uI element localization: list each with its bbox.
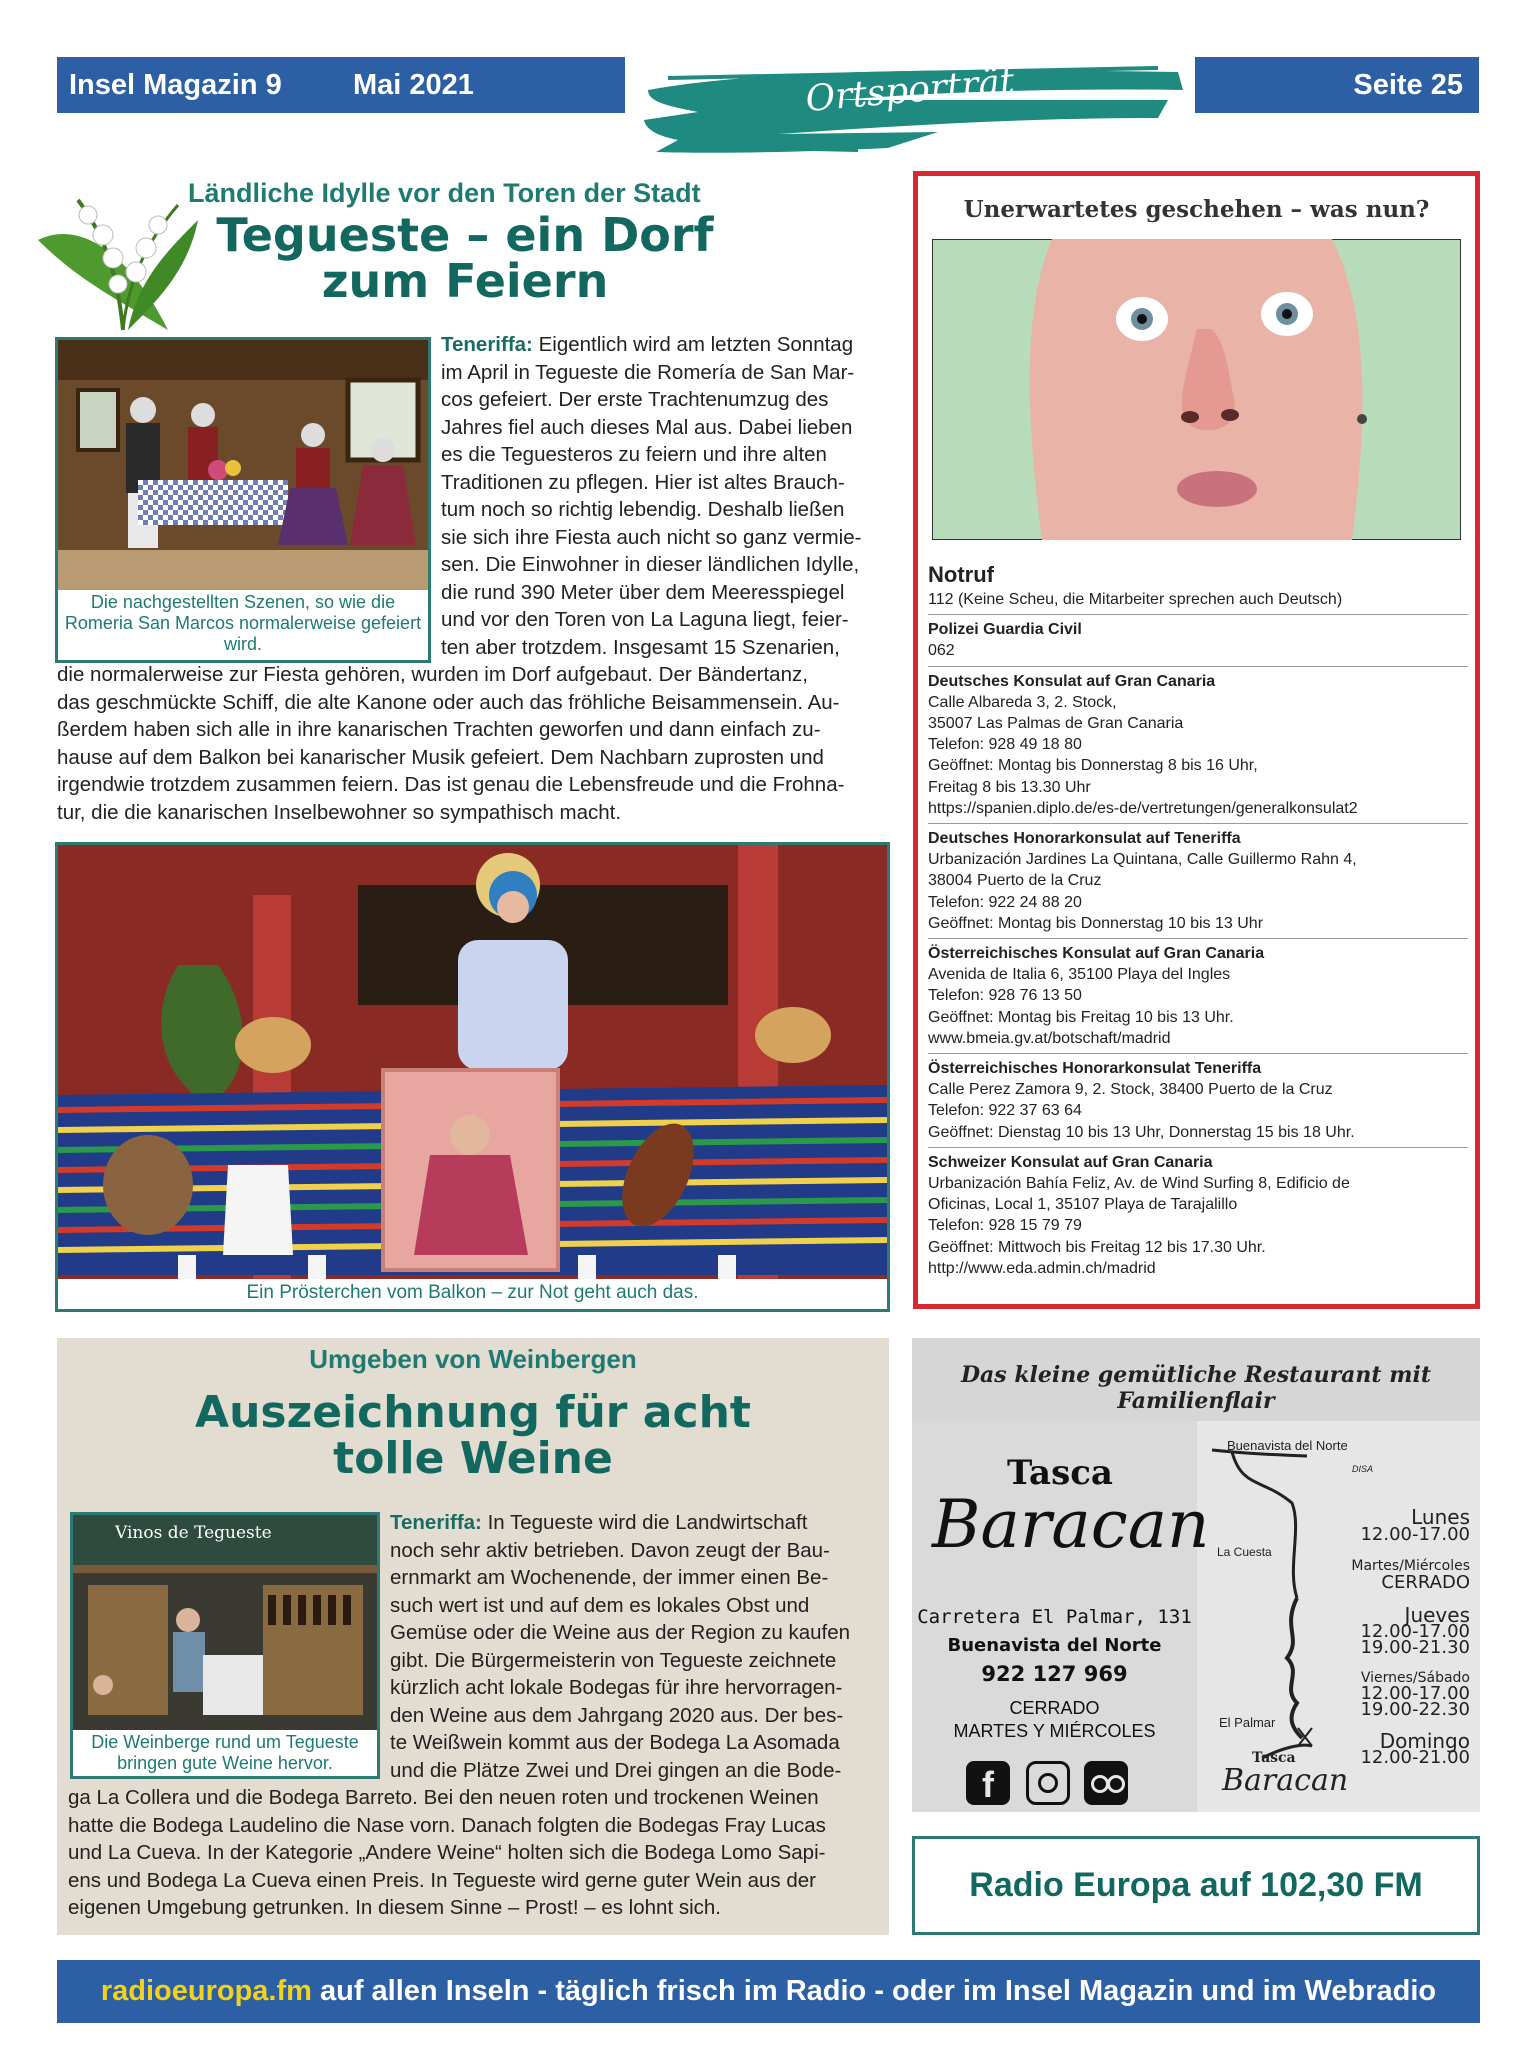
- hours-day: Domingo: [1379, 1729, 1470, 1753]
- article2-kicker: Umgeben von Weinbergen: [309, 1344, 637, 1374]
- body-line: ga La Collera und die Bodega Barreto. Bei den neuen roten und trockenen Weinen: [68, 1786, 819, 1809]
- divider: [928, 823, 1468, 824]
- hours-day: Jueves: [1404, 1603, 1470, 1627]
- body-line: Jahres fiel auch dieses Mal aus. Dabei lieben: [441, 415, 853, 439]
- body-line: hause auf dem Balkon bei kanarischer Musik gefeiert. Dem Nachbarn zuprosten und: [57, 745, 824, 769]
- article2-body-column: [390, 1509, 880, 1784]
- footer-website-link[interactable]: radioeuropa.fm: [100, 1975, 312, 2007]
- instagram-icon[interactable]: [1026, 1761, 1070, 1805]
- consulate-hours: Geöffnet: Mittwoch bis Freitag 12 bis 17.30 Uhr.: [928, 1238, 1266, 1256]
- body-line: ernmarkt am Wochenende, der immer einen Be-: [390, 1566, 829, 1589]
- body-line: und La Cueva. In der Kategorie „Andere Weine“ holten sich die Bodega Lomo Sapi-: [68, 1841, 826, 1864]
- map-brand-big: Baracan: [1222, 1763, 1349, 1798]
- body-line: die normalerweise zur Fiesta gehören, wurden im Dorf aufgebaut. Der Bändertanz,: [57, 663, 808, 686]
- divider: [928, 1147, 1468, 1148]
- body-line: such wert ist und auf dem es lokales Obst und: [390, 1593, 810, 1617]
- photo-balcony-toast: [55, 842, 890, 1312]
- map-label-top: Buenavista del Norte: [1227, 1438, 1348, 1453]
- ad-brand-big: Baracan: [932, 1486, 1210, 1563]
- article1-body-column: [441, 331, 889, 661]
- ad-phone: 922 127 969: [981, 1662, 1128, 1686]
- consulate-link[interactable]: www.bmeia.gv.at/botschaft/madrid: [928, 1029, 1171, 1047]
- restaurant-advertisement: [912, 1338, 1480, 1812]
- consulate-name: Österreichisches Konsulat auf Gran Canaria: [928, 945, 1265, 963]
- body-line: ten aber trotzdem. Insgesamt 15 Szenarien,: [441, 635, 840, 659]
- hours-time: CERRADO: [1381, 1572, 1470, 1593]
- body-line: Teneriffa: Eigentlich wird am letzten Sonntag: [441, 333, 854, 356]
- police-number: 062: [928, 642, 955, 660]
- headline-line2: tolle Weine: [333, 1433, 613, 1484]
- ad-brand-small: Tasca: [1007, 1453, 1113, 1493]
- hours-time: 12.00-17.00: [1360, 1524, 1470, 1545]
- notruf-text: 112 (Keine Scheu, die Mitarbeiter sprechen auch Deutsch): [928, 591, 1343, 608]
- magazine-name: Insel Magazin 9: [69, 69, 282, 101]
- consulate-hours: Geöffnet: Dienstag 10 bis 13 Uhr, Donnerstag 15 bis 18 Uhr.: [928, 1123, 1355, 1141]
- body-line: Gemüse oder die Weine aus der Region zu kaufen: [390, 1621, 851, 1644]
- body-line: und die Plätze Zwei und Drei gingen an die Bode-: [390, 1758, 842, 1782]
- emergency-contact-list: [928, 561, 1468, 1279]
- header-left-bar: [57, 57, 625, 113]
- divider: [928, 614, 1468, 615]
- consulate-line: 38004 Puerto de la Cruz: [928, 872, 1102, 890]
- tripadvisor-icon[interactable]: [1084, 1761, 1128, 1805]
- body-line: und vor den Toren von La Laguna liegt, feier-: [441, 608, 849, 631]
- consulate-name: Österreichisches Honorarkonsulat Teneriffa: [928, 1060, 1262, 1078]
- hours-time: 19.00-21.30: [1360, 1637, 1470, 1658]
- body-line: das geschmückte Schiff, die alte Kanone oder auch das fröhliche Beisammensein. Au-: [57, 690, 840, 714]
- consulate-name: Deutsches Honorarkonsulat auf Teneriffa: [928, 830, 1241, 848]
- divider: [928, 666, 1468, 667]
- consulate-line: Avenida de Italia 6, 35100 Playa del Ingles: [928, 966, 1231, 984]
- consulate-line: 35007 Las Palmas de Gran Canaria: [928, 715, 1184, 733]
- consulate-line: Oficinas, Local 1, 35107 Playa de Tarajalillo: [928, 1196, 1238, 1214]
- body-line: ens und Bodega La Cueva einen Preis. In Tegueste wird gerne guter Wein aus der: [68, 1868, 816, 1892]
- consulate-phone: Telefon: 928 76 13 50: [928, 987, 1082, 1005]
- body-line: den Weine aus dem Jahrgang 2020 aus. Der bes-: [390, 1703, 844, 1727]
- consulate-line: Calle Albareda 3, 2. Stock,: [928, 693, 1117, 711]
- hours-time: 12.00-17.00: [1360, 1621, 1470, 1642]
- ad-closed: CERRADO: [1009, 1698, 1100, 1718]
- ad-town: Buenavista del Norte: [947, 1635, 1162, 1656]
- map-brand-small: Tasca: [1252, 1750, 1296, 1766]
- body-line: sen. Die Einwohner in dieser ländlichen Idylle,: [441, 553, 860, 576]
- consulate-name: Deutsches Konsulat auf Gran Canaria: [928, 672, 1216, 690]
- headline-line2: zum Feiern: [321, 254, 609, 308]
- body-line: Teneriffa: In Tegueste wird die Landwirtschaft: [390, 1511, 808, 1534]
- photo1-caption: Die nachgestellten Szenen, so wie die Romeria San Marcos normalerweise gefeiert wird.: [64, 592, 422, 654]
- consulate-hours: Geöffnet: Montag bis Freitag 10 bis 13 Uhr.: [928, 1008, 1234, 1026]
- wine-sign-text: Vinos de Tegueste: [115, 1523, 272, 1543]
- consulate-line: Calle Perez Zamora 9, 2. Stock, 38400 Puerto de la Cruz: [928, 1081, 1333, 1099]
- police-label: Polizei Guardia Civil: [928, 621, 1082, 639]
- ad-address: Carretera El Palmar, 131: [917, 1606, 1192, 1628]
- photo-surprised-face: [932, 239, 1461, 540]
- article2-body-full: [68, 1784, 880, 1922]
- consulate-link[interactable]: http://www.eda.admin.ch/madrid: [928, 1259, 1156, 1277]
- consulate-hours: Geöffnet: Montag bis Donnerstag 10 bis 13 Uhr: [928, 914, 1264, 932]
- map-label-disa: DISA: [1352, 1464, 1374, 1474]
- body-line: ßerdem haben sich alle in ihre kanarischen Trachten geworfen und dann einfach zu-: [57, 718, 821, 741]
- section-label: Ortsporträt: [804, 60, 1016, 121]
- body-line: te Weißwein kommt aus der Bodega La Asomada: [390, 1731, 840, 1754]
- issue-date: Mai 2021: [353, 69, 474, 101]
- ad-closed-days: MARTES Y MIÉRCOLES: [953, 1721, 1156, 1741]
- headline-line1: Tegueste – ein Dorf: [216, 208, 714, 262]
- info-box-title: Unerwartetes geschehen – was nun?: [963, 196, 1430, 223]
- body-line: gibt. Die Bürgermeisterin von Tegueste zeichnete: [390, 1648, 837, 1672]
- footer-banner: [57, 1960, 1480, 2023]
- consulate-phone: Telefon: 922 24 88 20: [928, 893, 1082, 911]
- body-line: tur, die die kanarischen Inselbewohner so sympathisch macht.: [57, 800, 622, 824]
- body-line: Traditionen zu pflegen. Hier ist altes Brauch-: [441, 470, 845, 494]
- body-line: kürzlich acht lokale Bodegas für ihre hervorragen-: [390, 1676, 843, 1699]
- radio-frequency-box: Radio Europa auf 102,30 FM: [912, 1836, 1480, 1935]
- consulate-phone: Telefon: 928 49 18 80: [928, 736, 1082, 754]
- article1-kicker: Ländliche Idylle vor den Toren der Stadt: [188, 178, 701, 208]
- consulate-hours: Geöffnet: Montag bis Donnerstag 8 bis 16 Uhr,: [928, 757, 1258, 775]
- article1-lead: Teneriffa:: [441, 333, 533, 356]
- ad-slogan: Das kleine gemütliche Restaurant mit Familienflair: [960, 1362, 1432, 1414]
- body-line: irgendwie trotzdem zusammen feiern. Das ist genau die Lebensfreude und die Frohna-: [57, 773, 845, 796]
- consulate-link[interactable]: https://spanien.diplo.de/es-de/vertretungen/generalkonsulat2: [928, 799, 1358, 817]
- consulate-hours: Freitag 8 bis 13.30 Uhr: [928, 778, 1091, 796]
- body-line: noch sehr aktiv betrieben. Davon zeugt der Bau-: [390, 1538, 830, 1562]
- consulate-line: Urbanización Bahía Feliz, Av. de Wind Surfing 8, Edificio de: [928, 1175, 1350, 1193]
- article1-body-full: [57, 661, 889, 826]
- article2-lead: Teneriffa:: [390, 1511, 482, 1534]
- article1-headline: [185, 208, 745, 308]
- footer-text: auf allen Inseln - täglich frisch im Radio - oder im Insel Magazin und im Webradio: [311, 1975, 1437, 2007]
- map-label-la-cuesta: La Cuesta: [1217, 1545, 1272, 1559]
- body-line: sie sich ihre Fiesta auch nicht so ganz vermie-: [441, 525, 862, 549]
- emergency-info-box: [913, 171, 1480, 1309]
- headline-line1: Auszeichnung für acht: [195, 1387, 751, 1438]
- article2-headline: [57, 1387, 889, 1484]
- body-line: es die Teguesteros zu feiern und ihre alten: [441, 443, 827, 466]
- hours-time: 12.00-17.00: [1360, 1683, 1470, 1704]
- consulate-line: Urbanización Jardines La Quintana, Calle Guillermo Rahn 4,: [928, 851, 1357, 869]
- hours-day: Martes/Miércoles: [1351, 1558, 1470, 1574]
- photo-costume-scene: [55, 337, 431, 663]
- divider: [928, 938, 1468, 939]
- notruf-label: Notruf: [928, 562, 994, 587]
- body-line: im April in Tegueste die Romería de San Mar-: [441, 360, 855, 384]
- hours-time: 19.00-22.30: [1360, 1699, 1470, 1720]
- ad-opening-hours: [1312, 1505, 1470, 1768]
- consulate-phone: Telefon: 922 37 63 64: [928, 1102, 1082, 1120]
- photo3-caption: Die Weinberge rund um Tegueste bringen gute Weine hervor.: [91, 1732, 359, 1773]
- consulate-name: Schweizer Konsulat auf Gran Canaria: [928, 1153, 1213, 1171]
- divider: [928, 1053, 1468, 1054]
- hours-day: Lunes: [1411, 1505, 1470, 1529]
- facebook-icon[interactable]: f: [966, 1761, 1010, 1805]
- body-line: tum noch so richtig lebendig. Deshalb ließen: [441, 498, 845, 521]
- photo2-caption: Ein Prösterchen vom Balkon – zur Not geht auch das.: [246, 1282, 699, 1303]
- body-line: eigenen Umgebung getrunken. In diesem Sinne – Prost! – es lohnt sich.: [68, 1896, 721, 1919]
- photo-wine-stand: [70, 1512, 380, 1779]
- map-label-el-palmar: El Palmar: [1219, 1715, 1276, 1730]
- body-line: cos gefeiert. Der erste Trachtenumzug des: [441, 388, 829, 411]
- page-number: Seite 25: [1195, 57, 1479, 113]
- consulate-phone: Telefon: 928 15 79 79: [928, 1217, 1082, 1235]
- body-line: hatte die Bodega Laudelino die Nase vorn. Danach folgten die Bodegas Fray Lucas: [68, 1813, 826, 1837]
- hours-time: 12.00-21.00: [1360, 1747, 1470, 1768]
- hours-day: Viernes/Sábado: [1360, 1670, 1470, 1686]
- body-line: die rund 390 Meter über dem Meeresspiegel: [441, 580, 845, 604]
